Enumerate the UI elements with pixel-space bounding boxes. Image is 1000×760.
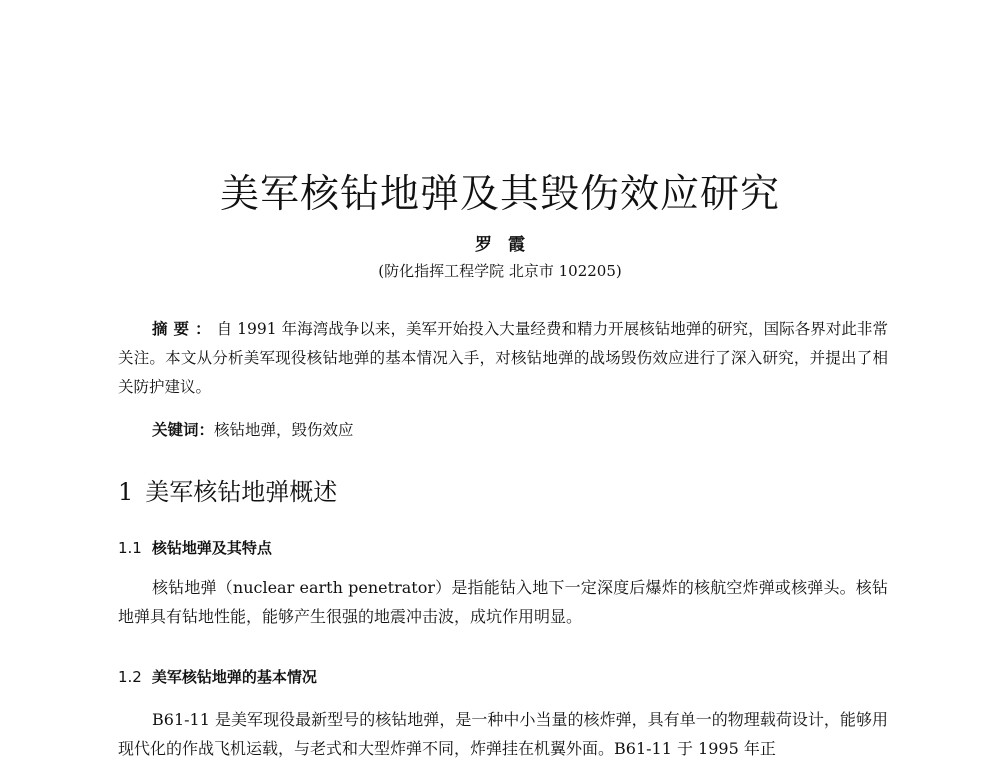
subsection-1-1-body: 核钻地弹（nuclear earth penetrator）是指能钻入地下一定深度后爆炸的核航空炸弹或核弹头。核钻地弹具有钻地性能，能够产生很强的地震冲击波，成坑作用明显。 (118, 578, 888, 626)
subsection-1-2-number: 1.2 (118, 668, 142, 686)
abstract-text: 自 1991 年海湾战争以来，美军开始投入大量经费和精力开展核钻地弹的研究，国际各界对此非常关注。本文从分析美军现役核钻地弹的基本情况入手，对核钻地弹的战场毁伤效应进行了深入研究，并提出了相关防护建议。 (118, 320, 888, 396)
section-1-number: 1 (118, 478, 134, 506)
abstract-label: 摘要： (152, 319, 217, 338)
keywords-text: 核钻地弹，毁伤效应 (214, 421, 354, 439)
author-affiliation: (防化指挥工程学院 北京市 102205) (378, 262, 622, 280)
paper-title: 美军核钻地弹及其毁伤效应研究 (219, 172, 780, 217)
subsection-1-1-number: 1.1 (118, 539, 142, 557)
subsection-1-2-heading (118, 666, 317, 687)
author-name: 罗霞 (475, 235, 541, 255)
subsection-1-1-title: 核钻地弹及其特点 (151, 539, 272, 557)
keywords-label: 关键词： (152, 420, 215, 439)
subsection-1-2-body: B61-11 是美军现役最新型号的核钻地弹，是一种中小当量的核炸弹，具有单一的物理载荷设计，能够用现代化的作战飞机运载，与老式和大型炸弹不同，炸弹挂在机翼外面。B61-11 于 1995 年正 (118, 710, 888, 758)
section-1-heading (118, 472, 337, 507)
section-1-title: 美军核钻地弹概述 (145, 478, 338, 506)
abstract (118, 314, 888, 402)
subsection-1-1-heading (118, 537, 272, 558)
keywords (152, 418, 354, 440)
subsection-1-2-title: 美军核钻地弹的基本情况 (151, 668, 317, 686)
